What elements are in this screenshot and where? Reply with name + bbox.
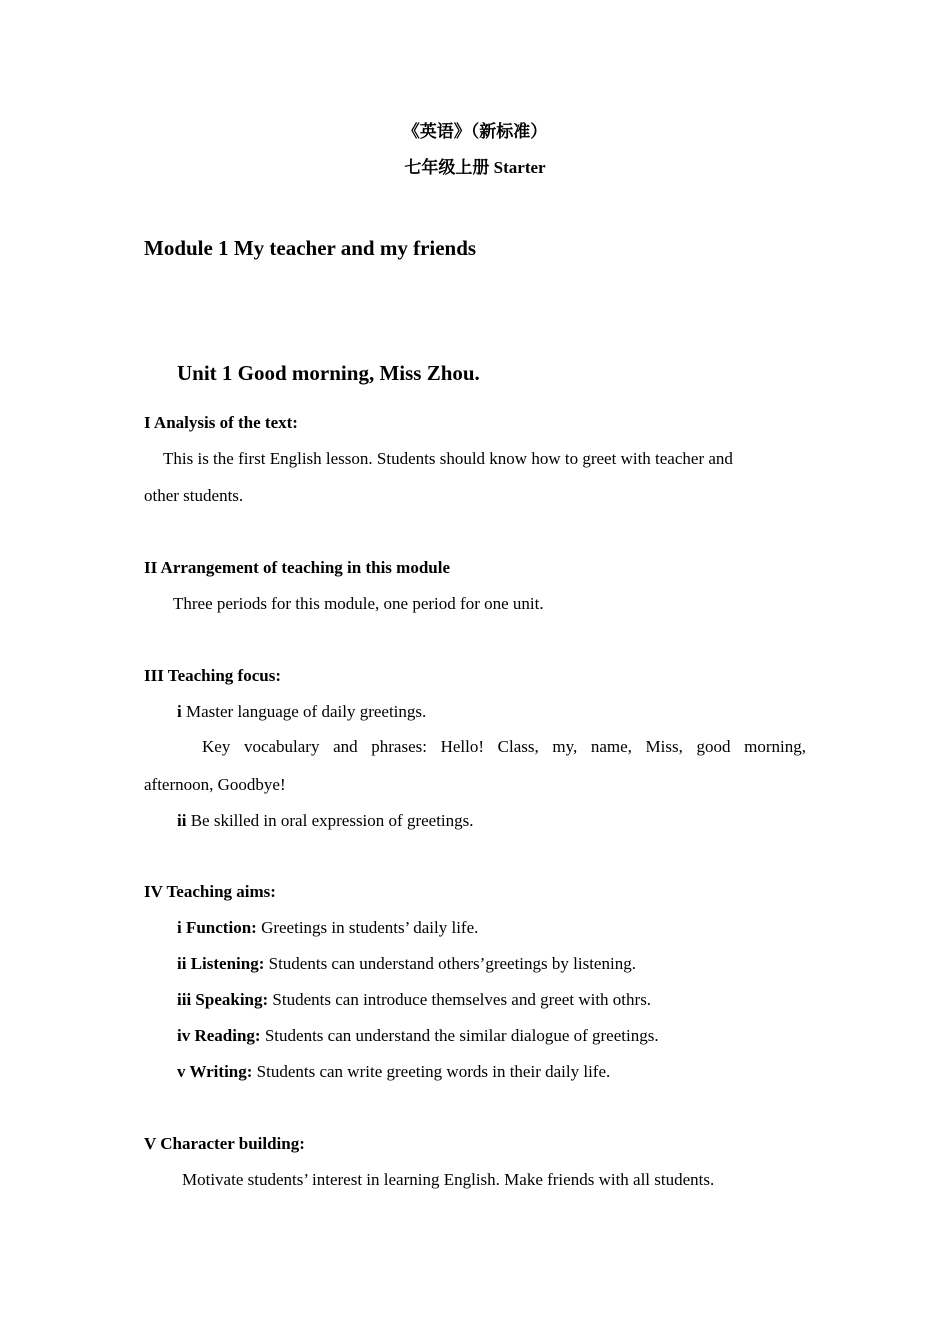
aim-label: iii Speaking: xyxy=(177,990,269,1009)
aim-label: i Function: xyxy=(177,918,257,937)
focus-item-i-label: i xyxy=(177,702,182,721)
aim-item xyxy=(177,1026,659,1046)
subtitle-starter: Starter xyxy=(493,158,546,177)
section-5-heading: V Character building: xyxy=(144,1134,305,1153)
aim-text: Students can understand the similar dialogue of greetings. xyxy=(264,1026,659,1045)
subtitle-grade: 七年级上册 xyxy=(404,158,490,178)
aim-text: Students can write greeting words in their daily life. xyxy=(256,1062,611,1081)
document-title: 《英语》（新标准） xyxy=(402,122,548,142)
focus-item-i-text: Master language of daily greetings. xyxy=(185,702,427,721)
section-4-heading: IV Teaching aims: xyxy=(144,882,276,901)
section-2-line-1: Three periods for this module, one period for one unit. xyxy=(173,594,544,613)
section-1-line-1: This is the first English lesson. Students should know how to greet with teacher and xyxy=(163,449,733,468)
section-1-line-2: other students. xyxy=(144,486,244,505)
aim-text: Students can introduce themselves and greet with othrs. xyxy=(272,990,652,1009)
aim-item xyxy=(177,990,651,1010)
aim-label: iv Reading: xyxy=(177,1026,261,1045)
focus-item-ii-text: Be skilled in oral expression of greetings. xyxy=(190,811,474,830)
focus-item-i xyxy=(177,702,426,722)
aim-label: ii Listening: xyxy=(177,954,265,973)
aim-item xyxy=(177,918,478,938)
aim-item xyxy=(177,954,636,974)
aim-text: Students can understand others’greetings by listening. xyxy=(268,954,636,973)
section-5-line-1: Motivate students’ interest in learning English. Make friends with all students. xyxy=(182,1170,715,1189)
vocab-line-2: afternoon, Goodbye! xyxy=(144,775,286,794)
section-1-heading: I Analysis of the text: xyxy=(144,413,298,432)
unit-title: Unit 1 Good morning, Miss Zhou. xyxy=(177,361,480,385)
aim-item xyxy=(177,1062,610,1082)
focus-item-ii xyxy=(177,811,474,831)
module-title: Module 1 My teacher and my friends xyxy=(144,236,477,260)
vocab-line-1: Key vocabulary and phrases: Hello! Class, my, name, Miss, good morning, xyxy=(202,737,806,756)
aim-label: v Writing: xyxy=(177,1062,253,1081)
section-3-heading: III Teaching focus: xyxy=(144,666,281,685)
focus-item-ii-label: ii xyxy=(177,811,187,830)
section-2-heading: II Arrangement of teaching in this module xyxy=(144,558,450,577)
aim-text: Greetings in students’ daily life. xyxy=(261,918,479,937)
document-subtitle xyxy=(0,153,950,178)
